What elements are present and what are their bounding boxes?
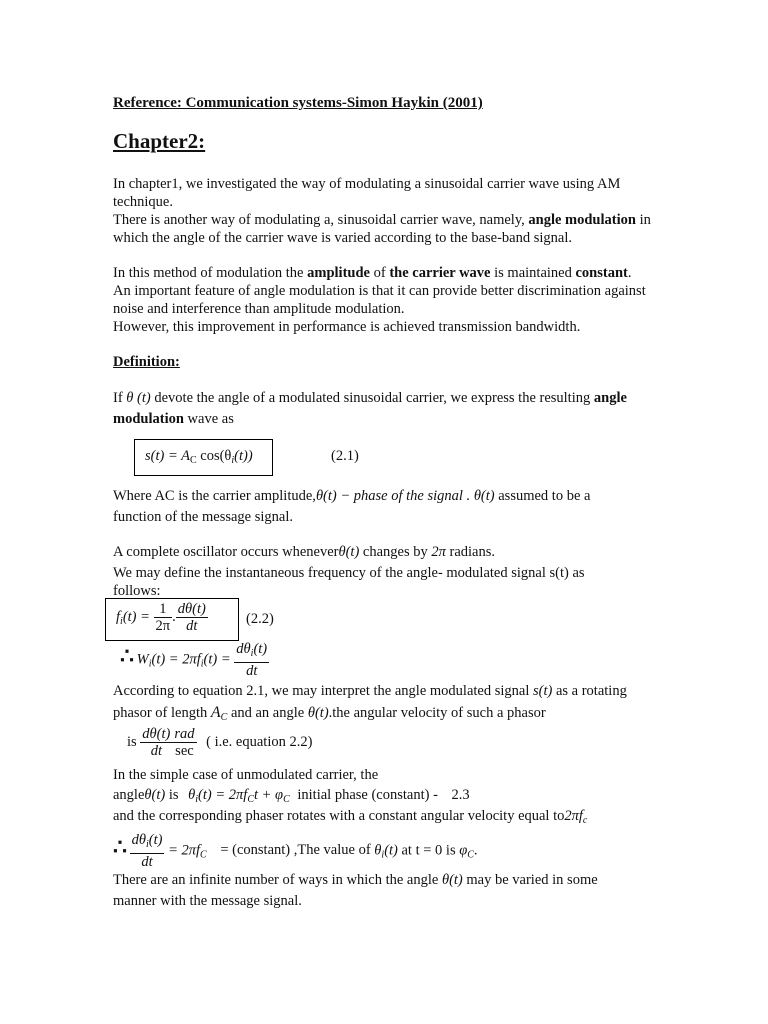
fraction-dtheta-i-dt: $\frac{d\theta_i(t)}{dt}$ — [236, 641, 268, 679]
intro-paragraph-2: There is another way of modulating a, sinusoidal carrier wave, namely, angle modulation in which the angle of the carrier wave is varied according to the base-band signal. — [113, 212, 651, 246]
fraction-dtheta-dt: $\frac{d\theta(t)}{dt}$ — [177, 601, 206, 634]
where-line-1: Where AC is the carrier amplitude,θ(t) − phase of the signal . θ(t) assumed to be a — [113, 488, 591, 504]
fraction-dtheta-i-dt-2: $\frac{d\theta_i(t)}{dt}$ — [131, 832, 163, 870]
definition-line-2: modulation wave as — [113, 411, 234, 427]
fraction-dtheta-dt-2: $\frac{d\theta(t)}{dt}$ — [142, 726, 171, 759]
equation-2-2-number: (2.2) — [246, 611, 274, 627]
unmodulated-line-3: and the corresponding phaser rotates with a constant angular velocity equal $to2\pi f_c$ — [113, 808, 588, 826]
angular-velocity-line: is $\frac{d\theta(t)}{dt}$ $\frac{\text{rad}}{\sec}$ ( i.e. equation 2.2) — [127, 726, 313, 759]
equation-2-2: $f_i(t)$ = $\frac{1}{2\pi}$ . $\frac{d\theta(t)}{dt}$ — [116, 601, 206, 634]
chapter-title: Chapter2: — [113, 129, 206, 153]
unmodulated-line-2: angleθ(t) is $\theta_i(t) = 2\pi f_Ct + \varphi_C$ initial phase (constant) - 2.3 — [113, 787, 470, 805]
equation-2-1: $s(t) = A_C$ $\cos(\theta_i(t))$ — [145, 448, 253, 466]
intro-paragraph-3: In this method of modulation the amplitude of the carrier wave is maintained constant. — [113, 265, 632, 281]
final-line-2: manner with the message signal. — [113, 893, 302, 909]
according-line-1: According to equation 2.1, we may interpret the angle modulated signal s(t) as a rotating — [113, 683, 627, 699]
definition-line-1: If θ (t) devote the angle of a modulated sinusoidal carrier, we express the resulting angle — [113, 390, 627, 406]
equation-2-1-number: (2.1) — [331, 448, 359, 464]
reference-heading: Reference: Communication systems-Simon Haykin (2001) — [113, 95, 483, 111]
fraction-one-over-two-pi: $\frac{1}{2\pi}$ — [155, 601, 171, 634]
where-line-2: function of the message signal. — [113, 509, 293, 525]
therefore-symbol-2: ∴ — [113, 834, 126, 860]
equation-constant-velocity: ∴ $\frac{d\theta_i(t)}{dt}$ = $2\pi f_C$ = (constant) ,The value of $\theta_i(t)$ at t = 0 is $\varphi_C$. — [113, 832, 478, 870]
oscillator-line-3: follows: — [113, 583, 161, 599]
fraction-rad-sec: $\frac{\text{rad}}{\sec}$ — [174, 726, 195, 759]
oscillator-line-1: A complete oscillator occurs wheneverθ(t) changes by 2π radians. — [113, 544, 496, 560]
therefore-symbol: ∴ — [120, 643, 133, 669]
intro-paragraph-1: In chapter1, we investigated the way of modulating a sinusoidal carrier wave using AM technique. — [113, 176, 621, 210]
oscillator-line-2: We may define the instantaneous frequency of the angle- modulated signal s(t) as — [113, 565, 585, 581]
according-line-2: phasor of length $A_C$ and an angle θ(t).the angular velocity of such a phasor — [113, 704, 546, 723]
final-line-1: There are an infinite number of ways in which the angle θ(t) may be varied in some — [113, 872, 598, 888]
unmodulated-line-1: In the simple case of unmodulated carrier, the — [113, 767, 379, 783]
definition-heading: Definition: — [113, 354, 180, 370]
intro-paragraph-5: However, this improvement in performance is achieved transmission bandwidth. — [113, 319, 581, 335]
intro-paragraph-4: An important feature of angle modulation is that it can provide better discrimination against noise and interference than amplitude modulation. — [113, 283, 646, 317]
equation-angular-frequency: ∴ $W_i(t) = 2\pi f_i(t)$ = $\frac{d\theta_i(t)}{dt}$ — [120, 641, 268, 679]
